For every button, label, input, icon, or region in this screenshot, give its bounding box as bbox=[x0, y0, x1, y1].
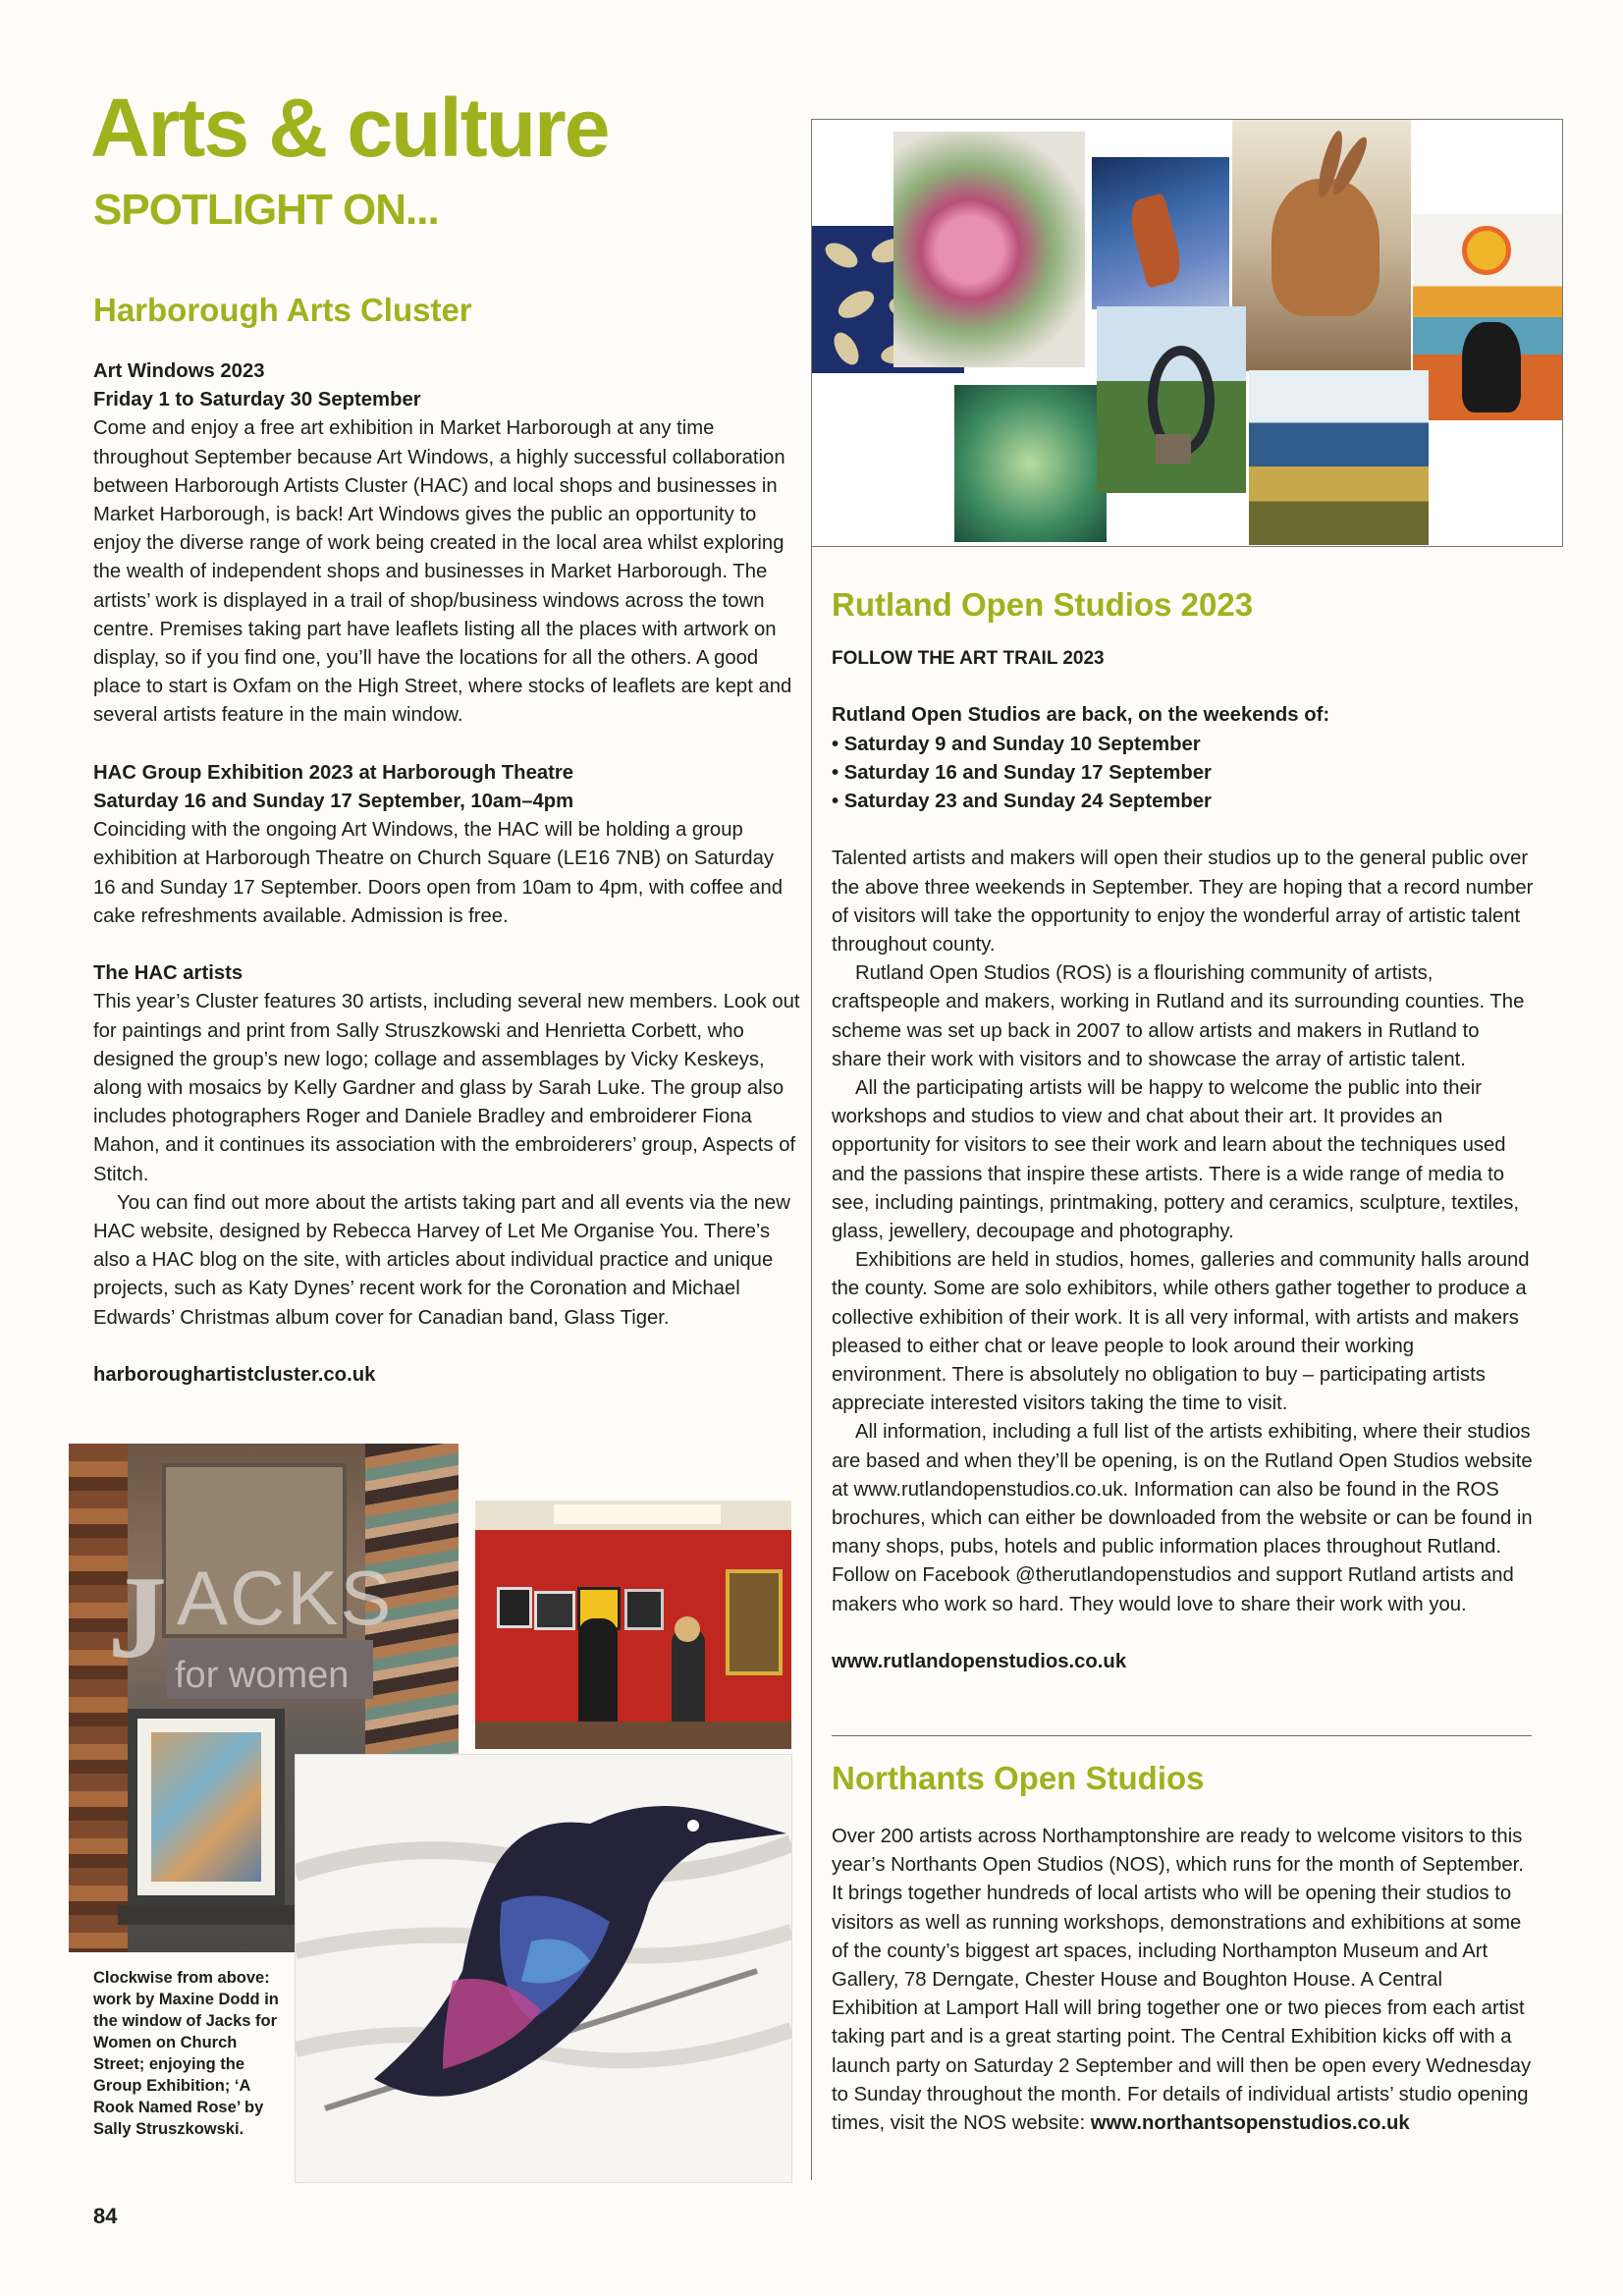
seascape-artwork bbox=[1249, 370, 1429, 545]
artists-heading: The HAC artists bbox=[93, 962, 243, 985]
artists-body-2: You can find out more about the artists taking part and all events via the new HAC website, designed by Rebecca Harvey of Let Me Organise You. There’s also a HAC blog on the site, with articles about individual practice and unique projects, such as Katy Dynes’ recent work for the Coronation and Michael Edwards’ Christmas album cover for Canadian band, Glass Tiger. bbox=[93, 1191, 790, 1329]
jacks-sign-text: ACKS bbox=[177, 1555, 394, 1641]
green-abstract-artwork bbox=[954, 385, 1107, 542]
artwork-collage bbox=[811, 119, 1563, 547]
rutland-paragraph-4: Exhibitions are held in studios, homes, galleries and community halls around the county. Some are solo exhibitors, while others gather together to produce a collective exhibition of their work. It is all very informal, with artists and makers pleased to either chat or leave people to look around their working environment. There is absolutely no obligation to buy – participating artists appreciate interested visitors taking the time to visit. bbox=[832, 1249, 1530, 1415]
garden-sculpture-photo bbox=[1097, 306, 1246, 493]
photo-caption: Clockwise from above: work by Maxine Dodd in the window of Jacks for Women on Church Street; enjoying the Group Exhibition; ‘A Rook Named Rose’ by Sally Struszkowski. bbox=[93, 1969, 279, 2138]
roses-artwork bbox=[893, 132, 1085, 367]
jacks-sign-j: J bbox=[108, 1552, 167, 1682]
rutland-paragraph-3: All the participating artists will be happy to welcome the public into their workshops and studios to view and chat about their art. It provides an opportunity for visitors to see their work and learn about the techniques used and the passions that inspire these artists. There is a wide range of media to see, including paintings, printmaking, pottery and ceramics, sculpture, textiles, glass, jewellery, decoupage and photography. bbox=[832, 1077, 1520, 1243]
hare-artwork bbox=[1232, 120, 1411, 371]
art-windows-body: Come and enjoy a free art exhibition in Market Harborough at any time throughout September because Art Windows, a highly successful collaboration between Harborough Artists Cluster (HAC) and local shops and businesses in Market Harborough, is back! Art Windows gives the public an opportunity to enjoy the diverse range of work being created in the local area whilst exploring the wealth of independent shops and businesses in Market Harborough. The artists’ work is displayed in a trail of shop/business windows across the town centre. Premises taking part have leaflets listing all the places with artwork on display, so if you find one, you’ll have the locations for all the others. A good place to start is Oxfam on the High Street, where stocks of leaflets are kept and several artists feature in the main window. bbox=[93, 417, 792, 727]
rutland-article bbox=[832, 644, 1534, 1676]
harborough-title: Harborough Arts Cluster bbox=[93, 292, 472, 328]
northants-article bbox=[832, 1823, 1534, 2138]
artists-body-1: This year’s Cluster features 30 artists, including several new members. Look out for paintings and print from Sally Struszkowski and Henrietta Corbett, who designed the group’s new logo; collage and assemblages by Vicky Keskeys, along with mosaics by Kelly Gardner and glass by Sarah Luke. The group also includes photographers Roger and Daniele Bradley and embroiderer Fiona Mahon, and it continues its association with the embroiderers’ group, Aspects of Stitch. bbox=[93, 991, 800, 1185]
rutland-paragraph-5: All information, including a full list of the artists exhibiting, where their studios are based and when they’ll be opening, is on the Rutland Open Studios website at www.rutlandopenstudios.co.uk. Information can also be found in the ROS brochures, which can either be downloaded from the website or can be found in many shops, pubs, hotels and public information places throughout Rutland. Follow on Facebook @therutlandopenstudios and support Rutland artists and makers who work so hard. They would love to share their work with you. bbox=[832, 1421, 1533, 1615]
art-windows-heading: Art Windows 2023 bbox=[93, 360, 265, 382]
group-exhibition-heading: HAC Group Exhibition 2023 at Harborough Theatre bbox=[93, 761, 574, 784]
framed-artwork bbox=[128, 1709, 285, 1905]
weekend-item: • Saturday 23 and Sunday 24 September bbox=[832, 791, 1212, 812]
page-subtitle: SPOTLIGHT ON... bbox=[93, 186, 439, 234]
northants-title: Northants Open Studios bbox=[832, 1760, 1205, 1796]
northants-body: Over 200 artists across Northamptonshire are ready to welcome visitors to this year’s Northants Open Studios (NOS), which runs for the month of September. It brings together hundreds of local artists who will be opening their studios to visitors as well as running workshops, demonstrations and exhibitions at some of the county’s biggest art spaces, including Northampton Museum and Art Gallery, 78 Derngate, Chester House and Boughton House. A Central Exhibition at Lamport Hall will bring together one or two pieces from each artist taking part and is a great starting point. The Central Exhibition kicks off with a launch party on Saturday 2 September and will then be open every Wednesday to Sunday throughout the month. For details of individual artists’ studio opening times, visit the NOS website: bbox=[832, 1826, 1532, 2135]
rutland-title: Rutland Open Studios 2023 bbox=[832, 586, 1254, 623]
harborough-website: harboroughartistcluster.co.uk bbox=[93, 1364, 376, 1387]
art-windows-dates: Friday 1 to Saturday 30 September bbox=[93, 389, 421, 411]
rutland-website: www.rutlandopenstudios.co.uk bbox=[832, 1651, 1127, 1673]
section-divider bbox=[832, 1735, 1532, 1736]
northants-website: www.northantsopenstudios.co.uk bbox=[1090, 2112, 1410, 2135]
page-title: Arts & culture bbox=[90, 82, 609, 174]
harborough-article bbox=[93, 357, 800, 1390]
rutland-paragraph-1: Talented artists and makers will open their studios up to the general public over the above three weekends in September. They are hoping that a record number of visitors will take the opportunity to enjoy the wonderful array of artistic talent throughout county. bbox=[832, 847, 1534, 956]
weekend-item: • Saturday 9 and Sunday 10 September bbox=[832, 733, 1201, 755]
weekend-item: • Saturday 16 and Sunday 17 September bbox=[832, 761, 1212, 784]
jacks-sign-subtext: for women bbox=[175, 1655, 350, 1696]
cat-artwork bbox=[1413, 214, 1562, 420]
abstract-sculpture-photo bbox=[1092, 157, 1229, 309]
group-exhibition-dates: Saturday 16 and Sunday 17 September, 10am–4pm bbox=[93, 791, 574, 813]
group-exhibition-body: Coinciding with the ongoing Art Windows, the HAC will be holding a group exhibition at Harborough Theatre on Church Square (LE16 7NB) on Saturday 16 and Sunday 17 September. Doors open from 10am to 4pm, with coffee and cake refreshments available. Admission is free. bbox=[93, 819, 784, 927]
group-exhibition-photo bbox=[475, 1501, 791, 1749]
rutland-paragraph-2: Rutland Open Studios (ROS) is a flourishing community of artists, craftspeople and makers, working in Rutland and its surrounding counties. The scheme was set up back in 2007 to allow artists and makers in Rutland to share their work with visitors and to showcase the array of artistic talent. bbox=[832, 962, 1525, 1070]
rutland-weekends-intro: Rutland Open Studios are back, on the weekends of: bbox=[832, 704, 1330, 727]
rook-artwork-photo bbox=[295, 1754, 792, 2183]
rutland-follow-heading: FOLLOW THE ART TRAIL 2023 bbox=[832, 648, 1105, 669]
page-number: 84 bbox=[93, 2204, 118, 2228]
